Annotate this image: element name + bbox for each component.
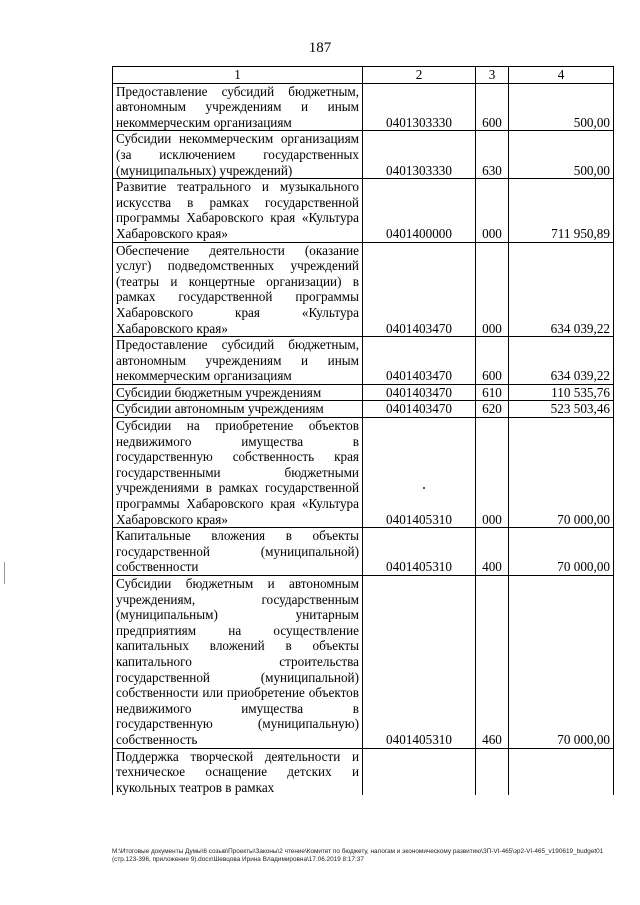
row-name: Субсидии бюджетным учреждениям [113, 384, 363, 401]
row-amount: 634 039,22 [509, 337, 614, 385]
table-row [113, 576, 614, 749]
column-header: 4 [509, 67, 614, 84]
row-code: 0401403470 [363, 401, 476, 418]
row-kind: 620 [476, 401, 509, 418]
row-amount: 634 039,22 [509, 242, 614, 337]
row-amount: 70 000,00 [509, 576, 614, 749]
row-kind: 610 [476, 384, 509, 401]
row-code: 0401303330 [363, 131, 476, 179]
table-row [113, 179, 614, 242]
table-header-row [113, 67, 614, 84]
table-row [113, 242, 614, 337]
row-code: 0401303330 [363, 83, 476, 131]
row-amount: 500,00 [509, 131, 614, 179]
row-code: 0401405310 [363, 528, 476, 576]
row-kind: 000 [476, 242, 509, 337]
table-row [113, 384, 614, 401]
row-kind [476, 748, 509, 795]
row-name: Развитие театрального и музыкального искусства в рамках государственной программы Хабаровского края «Культура Хабаровского края» [113, 179, 363, 242]
row-name: Предоставление субсидий бюджетным, автономным учреждениям и иным некоммерческим организациям [113, 337, 363, 385]
column-header: 2 [363, 67, 476, 84]
row-kind: 600 [476, 83, 509, 131]
row-code: 0401400000 [363, 179, 476, 242]
row-name: Обеспечение деятельности (оказание услуг) подведомственных учреждений (театры и концертные организации) в рамках государственной программы Хабаровского края «Культура Хабаровского края» [113, 242, 363, 337]
table-row [113, 748, 614, 795]
table-row [113, 418, 614, 528]
margin-mark [4, 562, 5, 584]
row-amount: 70 000,00 [509, 528, 614, 576]
table-row [113, 83, 614, 131]
row-kind: 600 [476, 337, 509, 385]
row-code: 0401403470 [363, 242, 476, 337]
row-name: Субсидии бюджетным и автономным учреждениям, государственным (муниципальным) унитарным предприятиям на осуществление капитальных вложений в объекты капитального строительства государственной (муниципальной) собственности или приобретение объектов недвижимого имущества в государственную (муниципальную) собственность [113, 576, 363, 749]
row-name: Предоставление субсидий бюджетным, автономным учреждениям и иным некоммерческим организациям [113, 83, 363, 131]
table-row [113, 401, 614, 418]
page-number: 187 [308, 40, 332, 56]
row-code [363, 748, 476, 795]
row-name: Поддержка творческой деятельности и техническое оснащение детских и кукольных театров в рамках [113, 748, 363, 795]
budget-table [112, 66, 614, 795]
row-kind: 000 [476, 179, 509, 242]
row-amount: 500,00 [509, 83, 614, 131]
document-path-footer: M:\Итоговые документы Думы\6 созыв\Проекты\Законы\2 чтение\Комитет по бюджету, налогам и экономическому развитию\ЗП-VI-465\зр2-VI-465_v190619_budget01 (стр.123-396, приложение 9).docx\Шевцова Ирина Владимировна\17.06.2019 8:17:37 [112, 848, 604, 863]
row-code: 0401403470 [363, 384, 476, 401]
table-row [113, 131, 614, 179]
column-header: 3 [476, 67, 509, 84]
row-amount [509, 748, 614, 795]
row-amount: 523 503,46 [509, 401, 614, 418]
row-kind: 460 [476, 576, 509, 749]
table-row [113, 337, 614, 385]
row-amount: 110 535,76 [509, 384, 614, 401]
row-kind: 630 [476, 131, 509, 179]
row-name: Субсидии на приобретение объектов недвижимого имущества в государственную собственность края государственными бюджетными учреждениями в рамках государственной программы Хабаровского края «Культура Хабаровского края» [113, 418, 363, 528]
column-header: 1 [113, 67, 363, 84]
row-name: Субсидии автономным учреждениям [113, 401, 363, 418]
row-code: 0401405310 [363, 576, 476, 749]
scan-dot [423, 487, 425, 489]
row-kind: 400 [476, 528, 509, 576]
row-kind: 000 [476, 418, 509, 528]
row-amount: 70 000,00 [509, 418, 614, 528]
row-name: Капитальные вложения в объекты государственной (муниципальной) собственности [113, 528, 363, 576]
row-code: 0401403470 [363, 337, 476, 385]
row-amount: 711 950,89 [509, 179, 614, 242]
table-row [113, 528, 614, 576]
row-name: Субсидии некоммерческим организациям (за исключением государственных (муниципальных) учреждений) [113, 131, 363, 179]
row-code: 0401405310 [363, 418, 476, 528]
